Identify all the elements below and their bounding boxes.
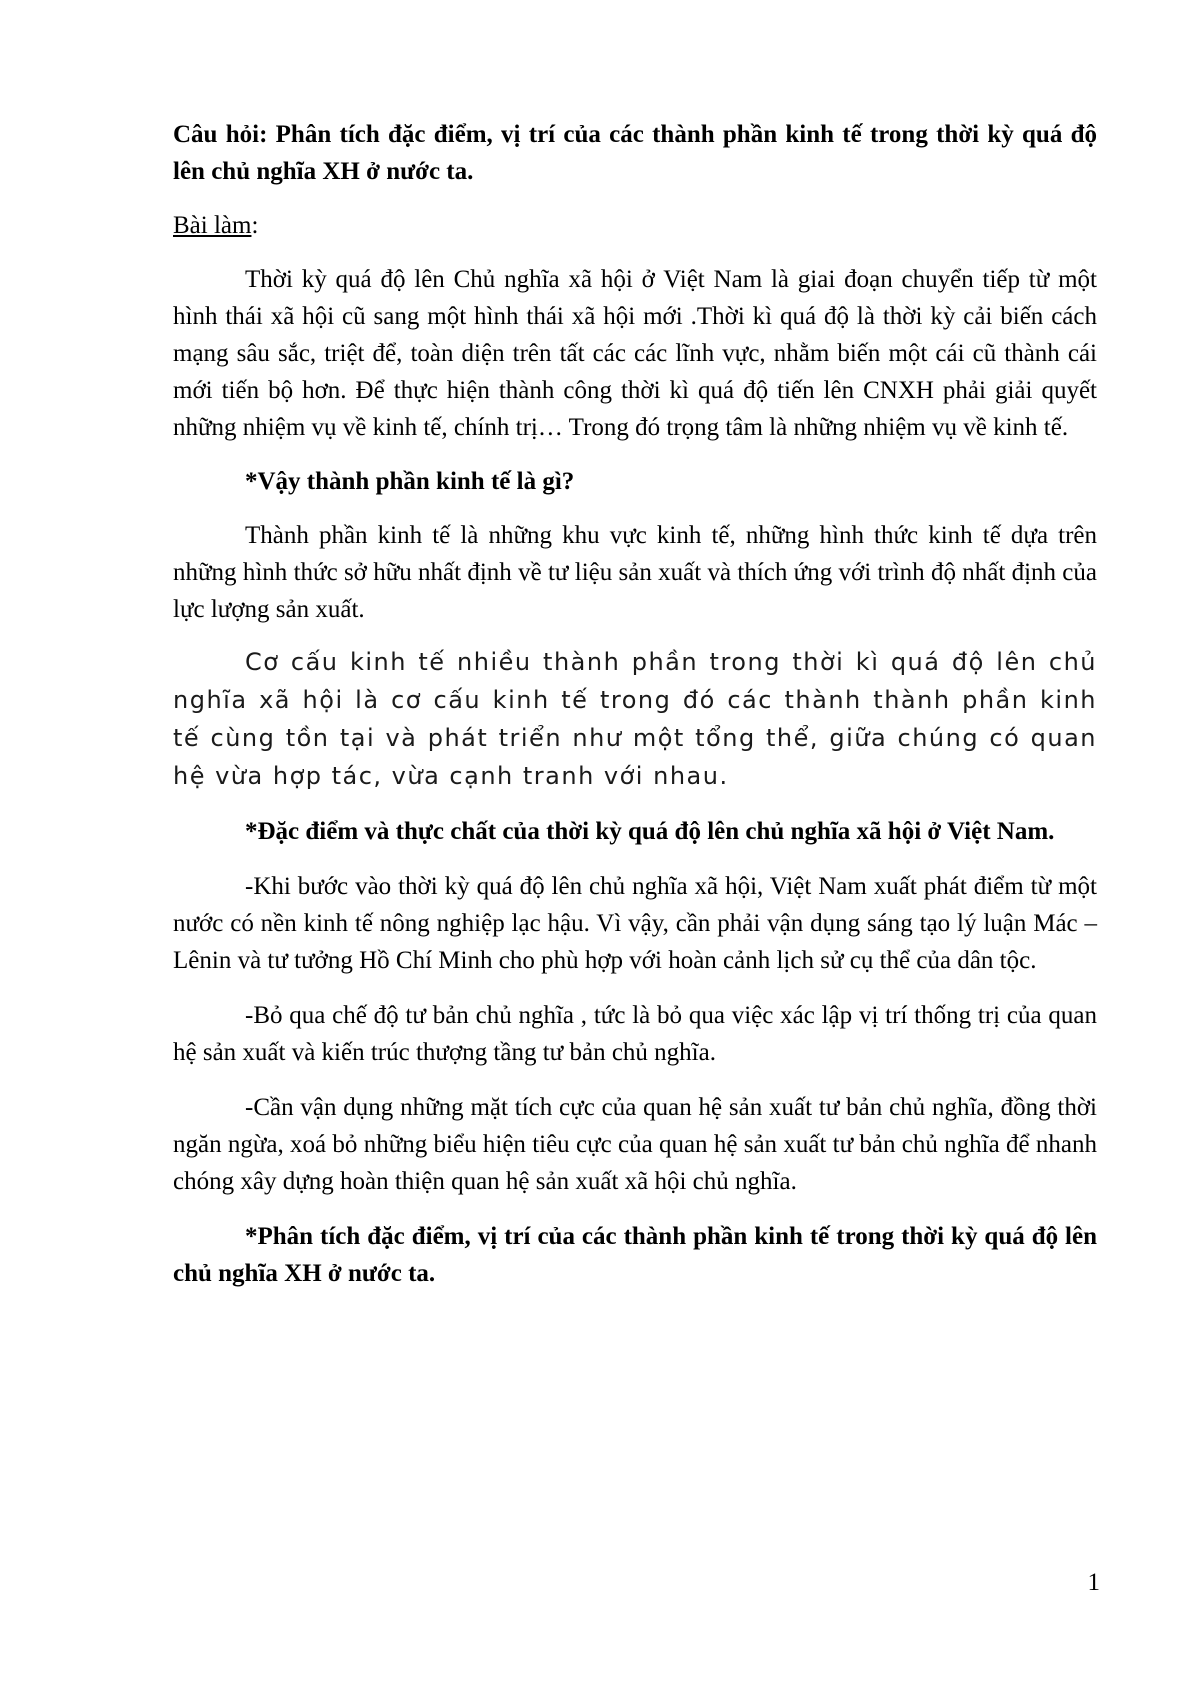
definition-paragraph: Thành phần kinh tế là những khu vực kinh tế, những hình thức kinh tế dựa trên những hình thức sở hữu nhất định về tư liệu sản xuất và thích ứng với trình độ nhất định của lực lượng sản xuất. [173, 522, 1097, 623]
answer-label-colon: : [251, 212, 259, 239]
feature-point-2: -Bỏ qua chế độ tư bản chủ nghĩa , tức là bỏ qua việc xác lập vị trí thống trị của quan hệ sản xuất và kiến trúc thượng tầng tư bản chủ nghĩa. [173, 1002, 1097, 1066]
structure-paragraph: Cơ cấu kinh tế nhiều thành phần trong thời kì quá độ lên chủ nghĩa xã hội là cơ cấu kinh tế trong đó các thành thành phần kinh tế cùng tồn tại và phát triển như một tổng thể, giữa chúng có quan hệ vừa hợp tác, vừa cạnh tranh với nhau. [173, 648, 1097, 790]
feature-point-1: -Khi bước vào thời kỳ quá độ lên chủ nghĩa xã hội, Việt Nam xuất phát điểm từ một nước có nền kinh tế nông nghiệp lạc hậu. Vì vậy, cần phải vận dụng sáng tạo lý luận Mác – Lênin và tư tưởng Hồ Chí Minh cho phù hợp với hoàn cảnh lịch sử cụ thể của dân tộc. [173, 873, 1097, 974]
document-body [173, 116, 1097, 1292]
page-number: 1 [1087, 1569, 1100, 1596]
feature-point-3: -Cần vận dụng những mặt tích cực của quan hệ sản xuất tư bản chủ nghĩa, đồng thời ngăn ngừa, xoá bỏ những biểu hiện tiêu cực của quan hệ sản xuất tư bản chủ nghĩa để nhanh chóng xây dựng hoàn thiện quan hệ sản xuất xã hội chủ nghĩa. [173, 1094, 1097, 1195]
answer-label [173, 207, 1097, 244]
section-heading-analysis: *Phân tích đặc điểm, vị trí của các thành phần kinh tế trong thời kỳ quá độ lên chủ nghĩa XH ở nước ta. [173, 1223, 1097, 1287]
section-heading-features: *Đặc điểm và thực chất của thời kỳ quá độ lên chủ nghĩa xã hội ở Việt Nam. [245, 818, 1055, 845]
intro-paragraph: Thời kỳ quá độ lên Chủ nghĩa xã hội ở Việt Nam là giai đoạn chuyển tiếp từ một hình thái xã hội cũ sang một hình thái xã hội mới .Thời kì quá độ là thời kỳ cải biến cách mạng sâu sắc, triệt để, toàn diện trên tất các các lĩnh vực, nhằm biến một cái cũ thành cái mới tiến bộ hơn. Để thực hiện thành công thời kì quá độ tiến lên CNXH phải giải quyết những nhiệm vụ về kinh tế, chính trị… Trong đó trọng tâm là những nhiệm vụ về kinh tế. [173, 266, 1097, 441]
answer-label-text: Bài làm [173, 212, 252, 239]
section-heading-what-is: *Vậy thành phần kinh tế là gì? [245, 468, 575, 495]
question-heading: Câu hỏi: Phân tích đặc điểm, vị trí của các thành phần kinh tế trong thời kỳ quá độ lên chủ nghĩa XH ở nước ta. [173, 121, 1097, 185]
